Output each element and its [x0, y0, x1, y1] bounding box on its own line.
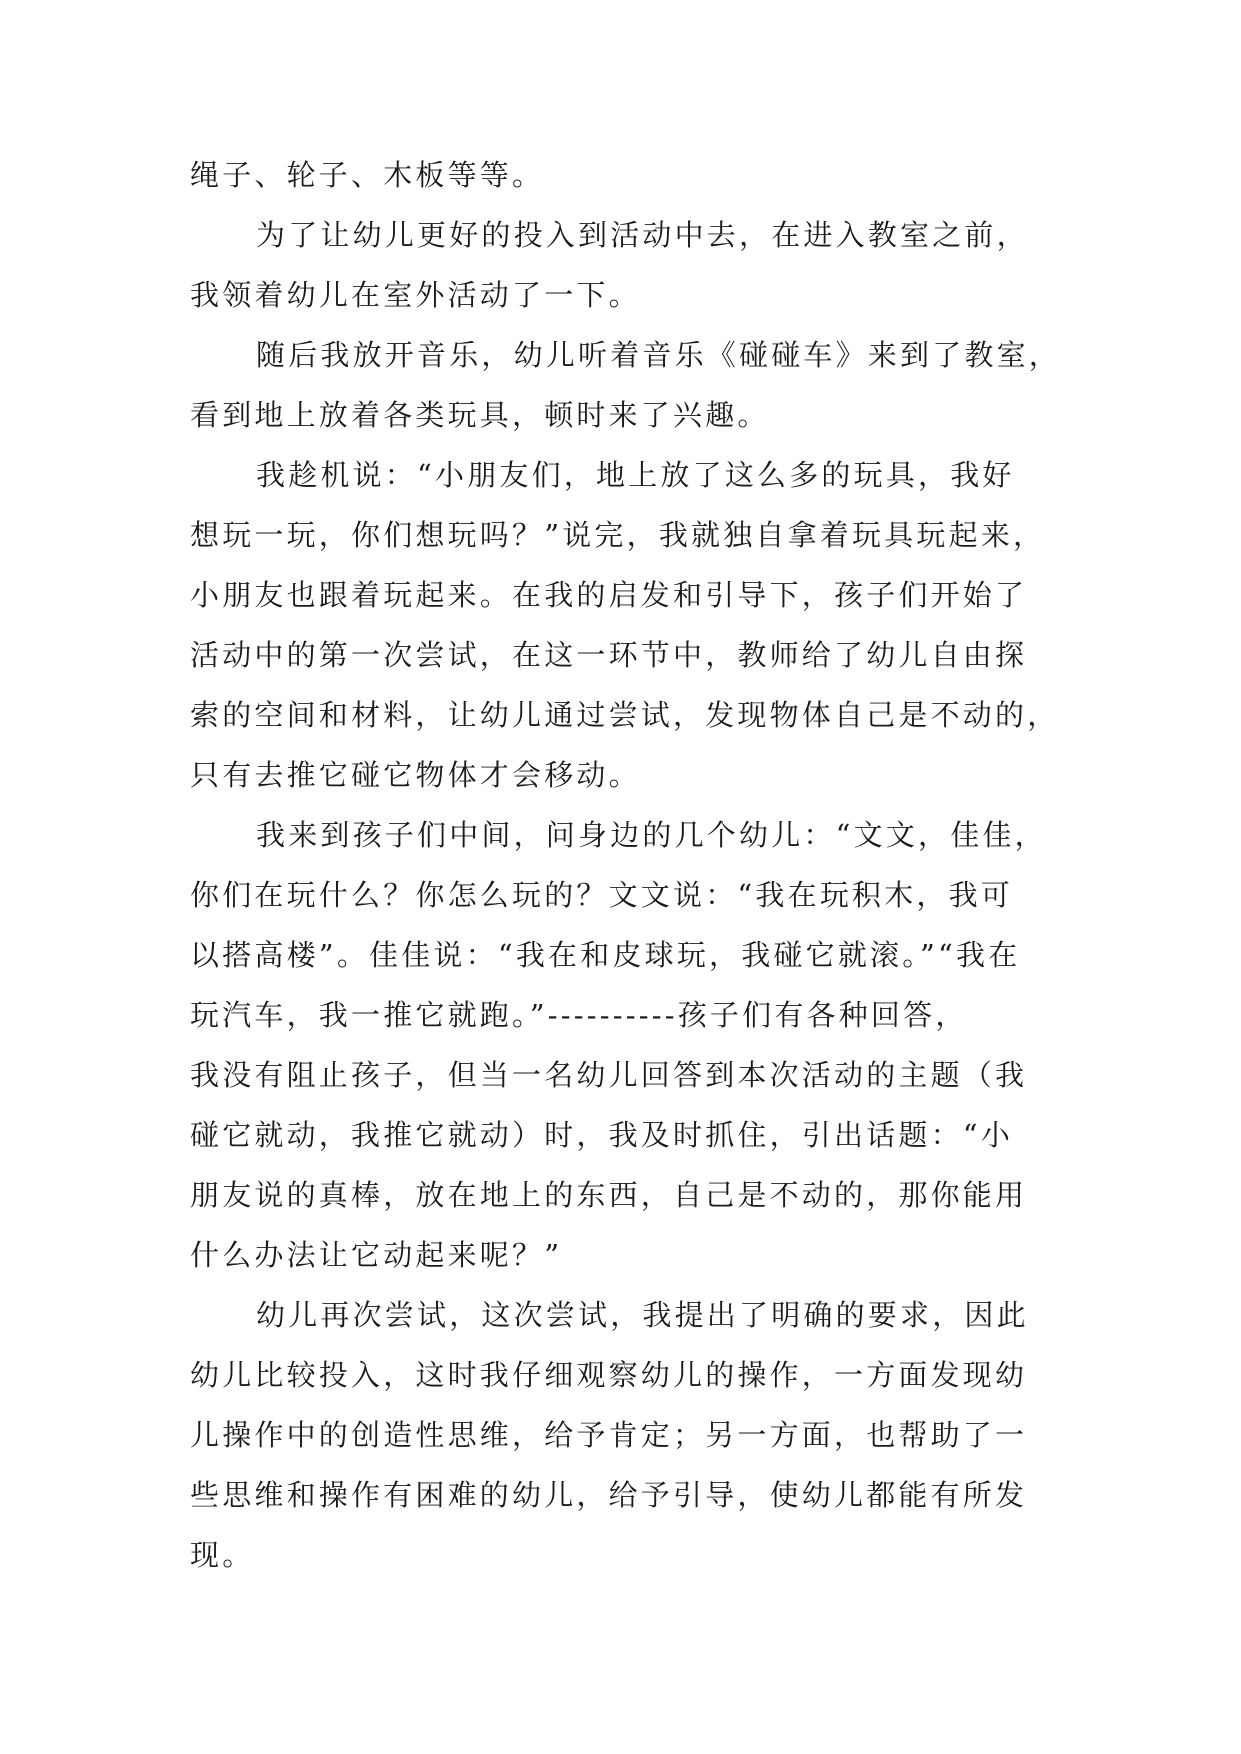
- text-line: 索的空间和材料，让幼儿通过尝试，发现物体自己是不动的，: [190, 698, 1060, 732]
- text-line: 什么办法让它动起来呢？”: [190, 1238, 563, 1272]
- text-line: 你们在玩什么？你怎么玩的？文文说：“我在玩积木，我可: [190, 878, 1014, 912]
- paragraph-first-line: 我趁机说：“小朋友们，地上放了这么多的玩具，我好: [256, 458, 1015, 492]
- text-line: 儿操作中的创造性思维，给予肯定；另一方面，也帮助了一: [190, 1418, 1028, 1452]
- text-line: 看到地上放着各类玩具，顿时来了兴趣。: [190, 398, 770, 432]
- text-line: 以搭高楼”。佳佳说：“我在和皮球玩，我碰它就滚。”“我在: [190, 938, 1021, 972]
- text-line: 朋友说的真棒，放在地上的东西，自己是不动的，那你能用: [190, 1178, 1028, 1212]
- text-line: 幼儿比较投入，这时我仔细观察幼儿的操作，一方面发现幼: [190, 1358, 1028, 1392]
- text-line: 些思维和操作有困难的幼儿，给予引导，使幼儿都能有所发: [190, 1478, 1028, 1512]
- text-line: 想玩一玩，你们想玩吗？”说完，我就独自拿着玩具玩起来，: [190, 518, 1046, 552]
- text-line: 现。: [190, 1538, 255, 1572]
- text-line: 只有去推它碰它物体才会移动。: [190, 758, 641, 792]
- paragraph-first-line: 我来到孩子们中间，问身边的几个幼儿：“文文，佳佳，: [256, 818, 1047, 852]
- paragraph-first-line: 幼儿再次尝试，这次尝试，我提出了明确的要求，因此: [256, 1298, 1029, 1332]
- text-line: 碰它就动，我推它就动）时，我及时抓住，引出话题：“小: [190, 1118, 1014, 1152]
- paragraph-first-line: 为了让幼儿更好的投入到活动中去，在进入教室之前，: [256, 218, 1029, 252]
- document-body: [190, 145, 1062, 1585]
- text-line: 绳子、轮子、木板等等。: [190, 158, 545, 192]
- paragraph-first-line: 随后我放开音乐，幼儿听着音乐《碰碰车》来到了教室，: [256, 338, 1062, 372]
- text-line: 我领着幼儿在室外活动了一下。: [190, 278, 641, 312]
- text-line: 活动中的第一次尝试，在这一环节中，教师给了幼儿自由探: [190, 638, 1028, 672]
- text-line: 玩汽车，我一推它就跑。”----------孩子们有各种回答，: [190, 998, 968, 1032]
- text-line: 我没有阻止孩子，但当一名幼儿回答到本次活动的主题（我: [190, 1058, 1028, 1092]
- text-line: 小朋友也跟着玩起来。在我的启发和引导下，孩子们开始了: [190, 578, 1028, 612]
